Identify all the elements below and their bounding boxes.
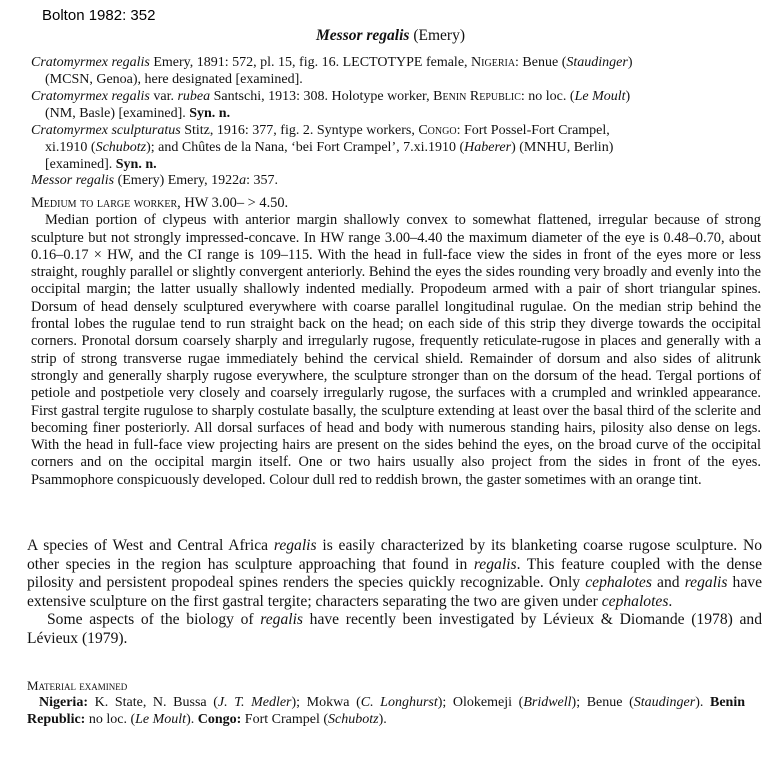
text-run: a <box>239 173 247 188</box>
synonym-line <box>31 105 761 122</box>
text-run: regalis <box>684 574 728 592</box>
material-heading-text: Material examined <box>27 678 128 693</box>
text-run: Cratomyrmex regalis <box>31 89 150 104</box>
text-run: Haberer <box>464 140 512 155</box>
text-run: A species of West and Central Africa <box>27 537 274 554</box>
text-run: : Fort Possel-Fort Crampel, <box>456 123 610 138</box>
text-run: have recently been investigated by Lévieux & Diomande (1978) and Lévieux (1979). <box>27 611 762 647</box>
synonym-line <box>31 172 761 189</box>
synonym-line <box>31 88 761 105</box>
text-run: have extensive sculpture on the first gastral tergite; characters separating the two are given under <box>27 574 762 610</box>
text-run: [examined]. <box>45 157 116 172</box>
text-run: rubea <box>177 89 211 104</box>
synonym-entry <box>31 88 761 122</box>
species-title <box>0 27 781 45</box>
text-run: ) <box>627 55 633 70</box>
text-run: Fort Crampel ( <box>241 712 329 727</box>
text-run: Schubotz <box>328 712 379 727</box>
text-run: Messor regalis <box>31 173 115 188</box>
text-run: regalis <box>273 537 317 554</box>
synonym-entry <box>31 172 761 189</box>
synonym-line <box>31 54 761 71</box>
text-run: ) <box>625 89 631 104</box>
text-run: Nigeria <box>471 55 516 70</box>
text-run: Le Moult <box>574 89 626 104</box>
text-run: ). <box>695 695 710 710</box>
text-run: ); and Chûtes de la Nana, ‘bei Fort Crampel’, 7.xi.1910 ( <box>146 140 465 155</box>
text-run: Staudinger <box>566 55 628 70</box>
text-run: ); Benue ( <box>571 695 634 710</box>
synonym-entry <box>31 54 761 88</box>
text-run: : Benue ( <box>515 55 567 70</box>
synonym-line <box>31 156 761 173</box>
text-run: J. T. Medler <box>217 695 292 710</box>
text-run: Cratomyrmex sculpturatus <box>31 123 181 138</box>
text-run: regalis <box>260 611 303 629</box>
text-run: (NM, Basle) [examined]. <box>45 106 190 121</box>
description-body: Median portion of clypeus with anterior margin shallowly convex to somewhat flattened, irregular because of strong sculpture but not strongly impressed-concave. In HW range 3.00–4.40 the maximum diameter of the eye is 0.48–0.70, about 0.16–0.17 × HW, and the CI range is 109–115. With the head in full-face view the sides in front of the eyes more or less straight, roughly parallel or slightly convergent anteriorly. Behind the eyes the sides rounding very broadly and evenly into the occipital margin; the latter usually shallowly indented medially. Propodeum armed with a pair of short triangular spines. Dorsum of head densely sculptured everywhere with coarse parallel longitudinal rugulae. On the median strip behind the frontal lobes the rugulae tend to run straight back on the head; on each side of this strip they diverge towards the occipital corners. Pronotal dorsum coarsely sharply and irregularly rugose, frequently reticulate-rugose in places and generally with a strip of strong transverse rugae immediately behind the cervical shield. Remainder of dorsum and also sides of alitrunk strongly and generally sharply rugose everywhere, the sculpture stronger than on the dorsum of the head. Tergal portions of petiole and postpetiole very closely and coarsely irregularly rugose, the surfaces with a crumpled and wrinkled appearance. First gastral tergite rugulose to sharply costulate basally, the sculpture extending at least over the basal third of the sclerite and becoming finer posteriorly. All dorsal surfaces of head and body with numerous standing hairs, pilosity also dense on legs. With the head in full-face view projecting hairs are present on the sides behind the eyes, on the broad curve of the occipital corners and on the occipital margin itself. One or two hairs usually also project from the sides in front of the eyes. Psammophore conspicuously developed. Colour dull red to reddish brown, the gaster sometimes with an orange tint. <box>31 212 761 488</box>
text-run: ). <box>378 712 387 727</box>
caste-heading: Medium to large worker <box>31 195 178 211</box>
text-run: Cratomyrmex regalis <box>31 55 150 70</box>
text-run: Staudinger <box>633 695 696 710</box>
synonym-entry <box>31 122 761 173</box>
text-run: cephalotes <box>601 592 669 610</box>
text-run: Congo <box>418 123 457 138</box>
species-name: Messor regalis <box>316 27 410 44</box>
text-run: regalis <box>473 555 517 573</box>
text-run: K. State, N. Bussa ( <box>87 695 218 710</box>
material-heading <box>27 678 762 694</box>
text-run: Syn. n. <box>189 106 231 121</box>
text-run: Santschi, 1913: 308. Holotype worker, <box>210 89 434 104</box>
comment-paragraph <box>27 611 762 648</box>
text-run: Some aspects of the biology of <box>47 611 261 629</box>
text-run: . <box>668 592 673 610</box>
text-run: Syn. n. <box>115 157 157 172</box>
synonym-line <box>31 122 761 139</box>
species-comments <box>27 537 762 649</box>
text-run: ). <box>186 712 198 727</box>
text-run: Schubotz <box>95 140 147 155</box>
text-run: ) (MNHU, Berlin) <box>511 140 614 155</box>
text-run: : 357. <box>246 173 279 188</box>
text-run: cephalotes <box>585 574 652 592</box>
text-run: is easily characterized by its blanketing coarse rugose sculpture. No other species in the region has sculpture approaching that found in <box>27 537 762 573</box>
worker-description <box>31 195 761 489</box>
source-citation: Bolton 1982: 352 <box>42 7 156 24</box>
text-run: no loc. ( <box>85 712 136 727</box>
text-run: ); Mokwa ( <box>291 695 361 710</box>
text-run: var. <box>149 89 178 104</box>
species-author: (Emery) <box>409 27 465 44</box>
material-list-text <box>27 695 745 727</box>
text-run: Benin Republic: <box>27 695 746 727</box>
text-run: xi.1910 ( <box>45 140 96 155</box>
text-run: Nigeria: <box>39 695 88 710</box>
text-run: and <box>651 574 685 592</box>
text-run: Stitz, 1916: 377, fig. 2. Syntype workers, <box>180 123 419 138</box>
text-run: ); Olokemeji ( <box>437 695 524 710</box>
synonym-line <box>31 139 761 156</box>
text-run: (MCSN, Genoa), here designated [examined]. <box>45 72 303 87</box>
text-run: . This feature coupled with the dense pilosity and persistent propodeal spines renders the species quickly recognizable. Only <box>27 555 762 592</box>
text-run: (Emery) Emery, 1922 <box>114 173 240 188</box>
text-run: Bridwell <box>523 695 572 710</box>
text-run: Le Moult <box>135 712 187 727</box>
text-run: Emery, 1891: 572, pl. 15, fig. 16. LECTOTYPE female, <box>149 55 472 70</box>
material-list <box>27 694 745 728</box>
synonym-line <box>31 71 761 88</box>
description-heading <box>31 195 761 212</box>
comment-paragraph <box>27 537 762 611</box>
caste-measurement: , HW 3.00– > 4.50. <box>177 195 289 211</box>
text-run: Congo: <box>197 712 242 727</box>
text-run: C. Longhurst <box>360 695 438 710</box>
text-run: : no loc. ( <box>520 89 575 104</box>
text-run: Benin Republic <box>433 89 521 104</box>
